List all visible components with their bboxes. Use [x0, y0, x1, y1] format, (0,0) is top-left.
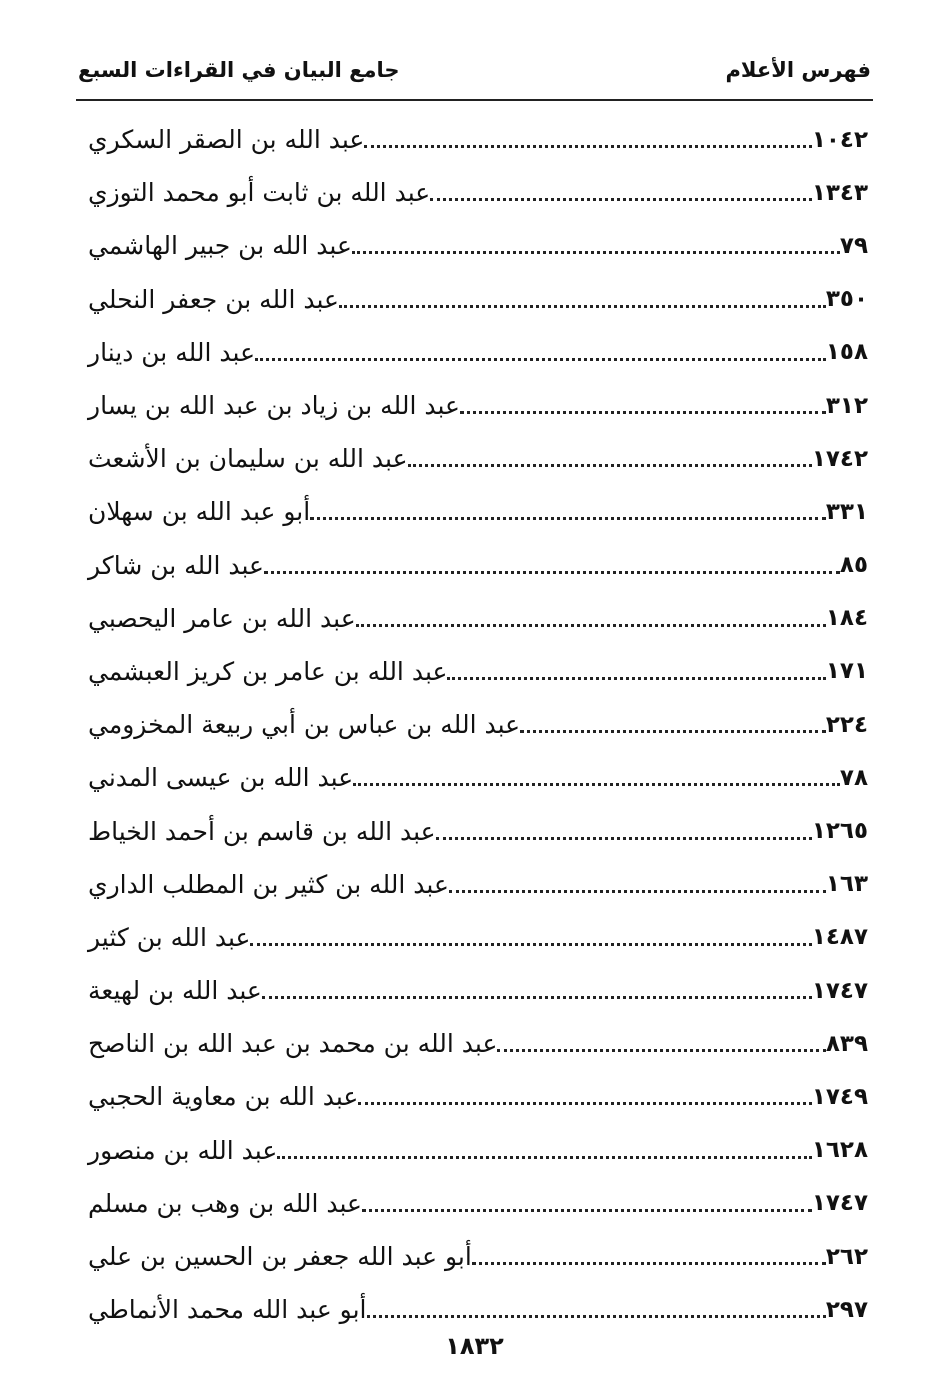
entry-page-number: ١٧٤٧ — [811, 1190, 868, 1217]
entry-page-number: ٢٦٢ — [825, 1243, 868, 1270]
index-entry — [80, 219, 870, 272]
entry-page-number: ٧٨ — [839, 764, 868, 791]
header-divider — [76, 99, 873, 101]
entry-name: عبد الله بن عامر بن كريز العبشمي — [88, 656, 448, 686]
index-entry — [80, 698, 870, 751]
entry-name: أبو عبد الله بن سهلان — [88, 497, 311, 527]
entry-name: عبد الله بن لهيعة — [88, 976, 262, 1006]
entry-page-number: ١٤٨٧ — [811, 924, 868, 951]
dot-leader — [250, 943, 811, 946]
entry-page-number: ١٥٨ — [825, 339, 868, 366]
entry-page-number: ٣٥٠ — [825, 286, 868, 313]
dot-leader — [310, 517, 826, 520]
index-entry — [80, 911, 870, 964]
page-number: ١٨٣٢ — [445, 1332, 504, 1360]
entry-name: عبد الله بن محمد بن عبد الله بن الناصح — [88, 1029, 498, 1059]
index-entry — [80, 485, 870, 538]
index-entry — [80, 964, 870, 1017]
entry-page-number: ١٧١ — [825, 658, 868, 685]
dot-leader — [430, 198, 812, 201]
index-entry — [80, 804, 870, 857]
index-entry — [80, 1230, 870, 1283]
dot-leader — [277, 1156, 812, 1159]
entry-name: عبد الله بن سليمان بن الأشعث — [88, 444, 408, 474]
index-entry — [80, 379, 870, 432]
dot-leader — [472, 1262, 826, 1265]
dot-leader — [362, 1209, 812, 1212]
entry-page-number: ١٣٤٣ — [811, 179, 868, 206]
entry-name: عبد الله بن عيسى المدني — [88, 763, 354, 793]
index-entry — [80, 1177, 870, 1230]
entry-page-number: ١٨٤ — [825, 605, 868, 632]
running-header — [78, 58, 871, 96]
entry-name: عبد الله بن الصقر السكري — [88, 125, 365, 155]
dot-leader — [352, 251, 840, 254]
dot-leader — [460, 411, 826, 414]
entry-name: عبد الله بن ثابت أبو محمد التوزي — [88, 178, 431, 208]
entry-name: عبد الله بن كثير بن المطلب الداري — [88, 869, 449, 899]
entry-name: عبد الله بن جبير الهاشمي — [88, 231, 352, 261]
dot-leader — [449, 890, 826, 893]
entry-name: عبد الله بن جعفر النحلي — [88, 284, 339, 314]
entry-name: عبد الله بن منصور — [88, 1135, 278, 1165]
index-entry — [80, 1070, 870, 1123]
dot-leader — [497, 1049, 825, 1052]
entry-name: عبد الله بن معاوية الحجبي — [88, 1082, 359, 1112]
dot-leader — [255, 358, 826, 361]
dot-leader — [262, 996, 812, 999]
entry-page-number: ١٦٣ — [825, 871, 868, 898]
dot-leader — [358, 1102, 812, 1105]
entry-name: عبد الله بن قاسم بن أحمد الخياط — [88, 816, 436, 846]
dot-leader — [364, 145, 812, 148]
book-title: جامع البيان في القراءات السبع — [78, 58, 400, 82]
entry-name: عبد الله بن زياد بن عبد الله بن يسار — [88, 391, 460, 421]
entry-name: عبد الله بن دينار — [88, 337, 255, 367]
index-entry — [80, 1124, 870, 1177]
index-entry — [80, 751, 870, 804]
index-entry — [80, 432, 870, 485]
entry-page-number: ١٠٤٢ — [811, 126, 868, 153]
entry-page-number: ١٧٤٧ — [811, 977, 868, 1004]
entry-page-number: ١٧٤٢ — [811, 445, 868, 472]
entry-page-number: ٨٣٩ — [825, 1030, 868, 1057]
index-entry — [80, 645, 870, 698]
dot-leader — [264, 571, 840, 574]
entry-name: عبد الله بن شاكر — [88, 550, 264, 580]
dot-leader — [356, 624, 826, 627]
dot-leader — [367, 1315, 826, 1318]
entry-name: أبو عبد الله جعفر بن الحسين بن علي — [88, 1242, 472, 1272]
dot-leader — [353, 783, 840, 786]
entry-page-number: ٨٥ — [839, 552, 868, 579]
index-entry — [80, 539, 870, 592]
index-entry — [80, 1017, 870, 1070]
dot-leader — [339, 305, 826, 308]
entry-name: أبو عبد الله محمد الأنماطي — [88, 1295, 367, 1325]
index-entry — [80, 592, 870, 645]
entry-name: عبد الله بن عباس بن أبي ربيعة المخزومي — [88, 710, 521, 740]
entry-page-number: ١٢٦٥ — [811, 818, 868, 845]
index-entry — [80, 166, 870, 219]
section-title: فهرس الأعلام — [725, 58, 871, 82]
index-list — [80, 113, 870, 1336]
dot-leader — [520, 730, 826, 733]
index-entry — [80, 113, 870, 166]
entry-page-number: ٣١٢ — [825, 392, 868, 419]
entry-page-number: ٧٩ — [839, 232, 868, 259]
dot-leader — [447, 677, 825, 680]
index-entry — [80, 858, 870, 911]
dot-leader — [436, 837, 812, 840]
index-entry — [80, 1283, 870, 1336]
entry-name: عبد الله بن كثير — [88, 922, 251, 952]
entry-name: عبد الله بن عامر اليحصبي — [88, 603, 356, 633]
dot-leader — [408, 464, 812, 467]
entry-page-number: ٣٣١ — [825, 498, 868, 525]
entry-page-number: ٢٩٧ — [825, 1296, 868, 1323]
entry-page-number: ١٧٤٩ — [811, 1083, 868, 1110]
index-entry — [80, 273, 870, 326]
index-entry — [80, 326, 870, 379]
entry-page-number: ١٦٢٨ — [811, 1137, 868, 1164]
entry-name: عبد الله بن وهب بن مسلم — [88, 1188, 362, 1218]
entry-page-number: ٢٢٤ — [825, 711, 868, 738]
